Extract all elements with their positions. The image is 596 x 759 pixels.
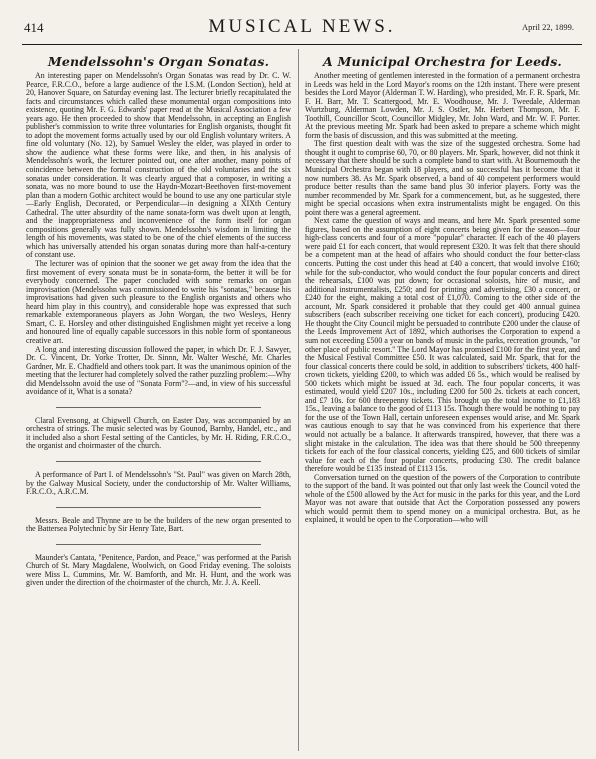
article-title-leeds-orchestra: A Municipal Orchestra for Leeds. — [323, 54, 562, 69]
section-divider — [56, 507, 261, 508]
article-title-mendelssohn: Mendelssohn's Organ Sonatas. — [47, 54, 270, 69]
right-column — [305, 52, 580, 757]
column-divider — [298, 49, 299, 751]
news-notice: Claral Evensong, at Chigwell Church, on Easter Day, was accompanied by an orchestra of strings. The music selected was by Gounod, Barnby, Handel, etc., and it included also a short Festal setting of the Canticles, by Mr. H. Riding, F.R.C.O., the organist and choirmaster of the church. — [26, 415, 291, 451]
article-paragraph: Conversation turned on the question of the powers of the Corporation to contribute to the support of the band. It was pointed out that only last week the Council voted the whole of the £500 allowed by the Act for music in the parks for this year, and the Lord Mayor was not aware that outside that Act the Corporation possessed any powers which would permit them to spend money on a municipal orchestra. But, as he explained, it would be open to the Corporation—who will — [305, 472, 580, 525]
page-header — [22, 6, 582, 46]
article-paragraph: The lecturer was of opinion that the sooner we get away from the idea that the first movement of every sonata must be in sonata-form, the better it will be for everybody concerned. The paper concluded with some remarks on organ improvisation (Mendelssohn was commissioned to write his "sonatas," because his improvisations had given such pleasure to the English organists and others who heard him play in this country), and considerable hope was expressed that such remarkable extemporaneous players as John Worgan, the two Wesleys, Henry Smart, C. E. Horsley and other distinguished Englishmen might yet receive a long and honoured line of equally capable successors in this noble form of spontaneous creative art. — [26, 259, 291, 345]
left-column — [26, 52, 291, 757]
news-notice: Maunder's Cantata, "Penitence, Pardon, and Peace," was performed at the Parish Church of St. Mary Magdalene, Woolwich, on Good Friday evening. The soloists were Miss L. Cummins, Mr. W. Bamforth, and Mr. H. Hunt, and the work was given under the direction of the choirmaster of the church, Mr. J. A. Keell. — [26, 552, 291, 588]
article-paragraph: Next came the question of ways and means, and here Mr. Spark presented some figures, based on the assumption of eight concerts being given for the season—four high-class concerts and four of a more "popular" character. If each of the 40 players were paid £1 for each concert, that would represent £320. It was felt that there should be a competent man at the head of affairs who should conduct the four better-class concerts. Putting the cost under this head at £40 a concert, that would involve £160; while for the sub-conductor, who would conduct the four popular concerts and direct the rehearsals, £100 was put down; for occasional soloists, hire of music, and additional instrumentalists, £250; and for printing and advertising, £30 a concert, or £240 for the eight, making a total cost of £1,070. Coming to the other side of the account, Mr. Spark considered it probable that they could get 400 annual guinea subscribers (each subscriber receiving one ticket for each concert), producing £420. He thought the City Council might be persuaded to contribute £200 under the clause of the Leeds Improvement Act of 1892, which authorises the Corporation to expend a sum not exceeding £500 a year on bands of music in the parks, recreation grounds, "or other place of public resort." The Lord Mayor has promised £100 for the first year, and the Musical Festival Committee £50. It was calculated, said Mr. Spark, that for the four classical concerts there could be sold, in addition to subscribers' tickets, 400 half-crown tickets, yielding £200, to which was added £6 5s., which would be realised by 500 tickets which might be issued at 3d. each. The four popular concerts, it was estimated, would yield £207 10s., including £200 for 500 2s. tickets at each concert, and £7 10s. for 600 threepenny tickets. This brought up the total income to £1,183 15s., leaving a balance to the good of £113 15s. Though there would be nothing to pay for the use of the Town Hall, certain unforeseen expenses would arise, and Mr. Spark was cautious enough to say that he was convinced from his experience that there would not actually be a balance. It afterwards transpired, however, that there was a slight mistake in the calculation. The idea was that there should be 500 threepenny tickets for each of the four classical concerts, yielding £25, and 600 tickets of similar value for each of the four popular concerts, producing £30. The credit balance therefore would be £135 instead of £113 15s. — [305, 216, 580, 474]
page-number: 414 — [24, 20, 44, 35]
article-paragraph: The first question dealt with was the size of the suggested orchestra. Some had thought it ought to comprise 60, 70, or 80 players. Mr. Spark, however, did not think it necessary that there should be such a complete band to start with. At Bournemouth the Municipal Orchestra began with 18 players, and so successful has it become that it now numbers 38. As Mr. Spark observed, a band of 40 competent performers would produce better results than the same band plus 30 inferior players. Forty was the number recommended by Mr. Spark for a commencement, but, as he suggested, there might be special occasions when extra instrumentalists might be engaged. On this point there was a general agreement. — [305, 139, 580, 217]
header-rule — [22, 44, 582, 45]
section-divider — [56, 544, 261, 545]
news-notice: Messrs. Beale and Thynne are to be the builders of the new organ presented to the Battersea Polytechnic by Sir Henry Tate, Bart. — [26, 515, 291, 534]
section-divider — [56, 461, 261, 462]
news-notice: A performance of Part I. of Mendelssohn's "St. Paul" was given on March 28th, by the Galway Musical Society, under the conductorship of Mr. Walter Williams, F.R.C.O., A.R.C.M. — [26, 469, 291, 497]
masthead-title: MUSICAL NEWS. — [208, 16, 396, 37]
article-paragraph: Another meeting of gentlemen interested in the formation of a permanent orchestra in Leeds was held in the Lord Mayor's rooms on the 12th instant. There were present besides the Lord Mayor (Alderman T. W. Harding), who presided, Mr. F. R. Spark, Mr. F. H. Barr, Mr. T. Scattergood, Mr. E. Woodhouse, Mr. J. Tweedale, Alderman Wurtzburg, Alderman Lowden, Mr. J. S. Ostler, Mr. Herbert Thompson, Mr. F. Toothill, Councillor Scott, Councillor Midgley, Mr. John Ward, and Mr. W. F. Porter. At the previous meeting Mr. Spark had been asked to prepare a scheme which might form the basis of discussion, and this was submitted at the meeting. — [305, 71, 580, 140]
article-paragraph: An interesting paper on Mendelssohn's Organ Sonatas was read by Dr. C. W. Pearce, F.R.C.O., before a large audience of the I.S.M. (London Section), held at 20, Hanover Square, on Saturday evening last. The lecturer briefly recapitulated the facts and circumstances which called these monumental organ compositions into existence, quoting Mr. F. G. Edwards' paper read at the Musical Association a few years ago. He then proceeded to show that Mendelssohn, in accepting an English publisher's commission to write three voluntaries for English organists, thought fit to adopt the movement forms actually used by our old English voluntary writers. A fine old voluntary (No. 12), by Samuel Wesley the elder, was played in order to show the audience what these forms were like, and then, in his analysis of Mendelssohn's work, the lecturer pointed out, one after another, many points of coincidence between the formal construction of the old voluntaries and the six sonatas under consideration. It was clearly argued that a composer, in writing a sonata, was no more bound to use the Haydn-Mozart-Beethoven first-movement plan than a modern Gothic architect would be bound to use any one particular style—Early English, Decorated, or Perpendicular—in designing a XIXth Century Cathedral. The utter absurdity of the name sonata-form was dwelt upon at length, and the inappropriateness and inconvenience of the form itself for organ compositions generally was fully shown. Mendelssohn's wisdom in limiting the length of his movements, was stated to be one of the chief elements of the success which has universally attended his organ sonatas during more than half-a-century of constant use. — [26, 71, 291, 260]
issue-date: April 22, 1899. — [522, 22, 574, 32]
section-divider — [56, 407, 261, 408]
article-paragraph: A long and interesting discussion followed the paper, in which Dr. F. J. Sawyer, Dr. C. Vincent, Dr. Yorke Trotter, Dr. Sinnn, Mr. Walter Wesché, Mr. Charles Gardner, Mr. E. Chadfield and others took part. It was the unanimous opinion of the meeting that the lecturer had completely solved the rather puzzling problem:—Why did Mendelssohn avoid the use of "Sonata Form"?—and, in view of his successful avoidance of it, What is a sonata? — [26, 344, 291, 397]
